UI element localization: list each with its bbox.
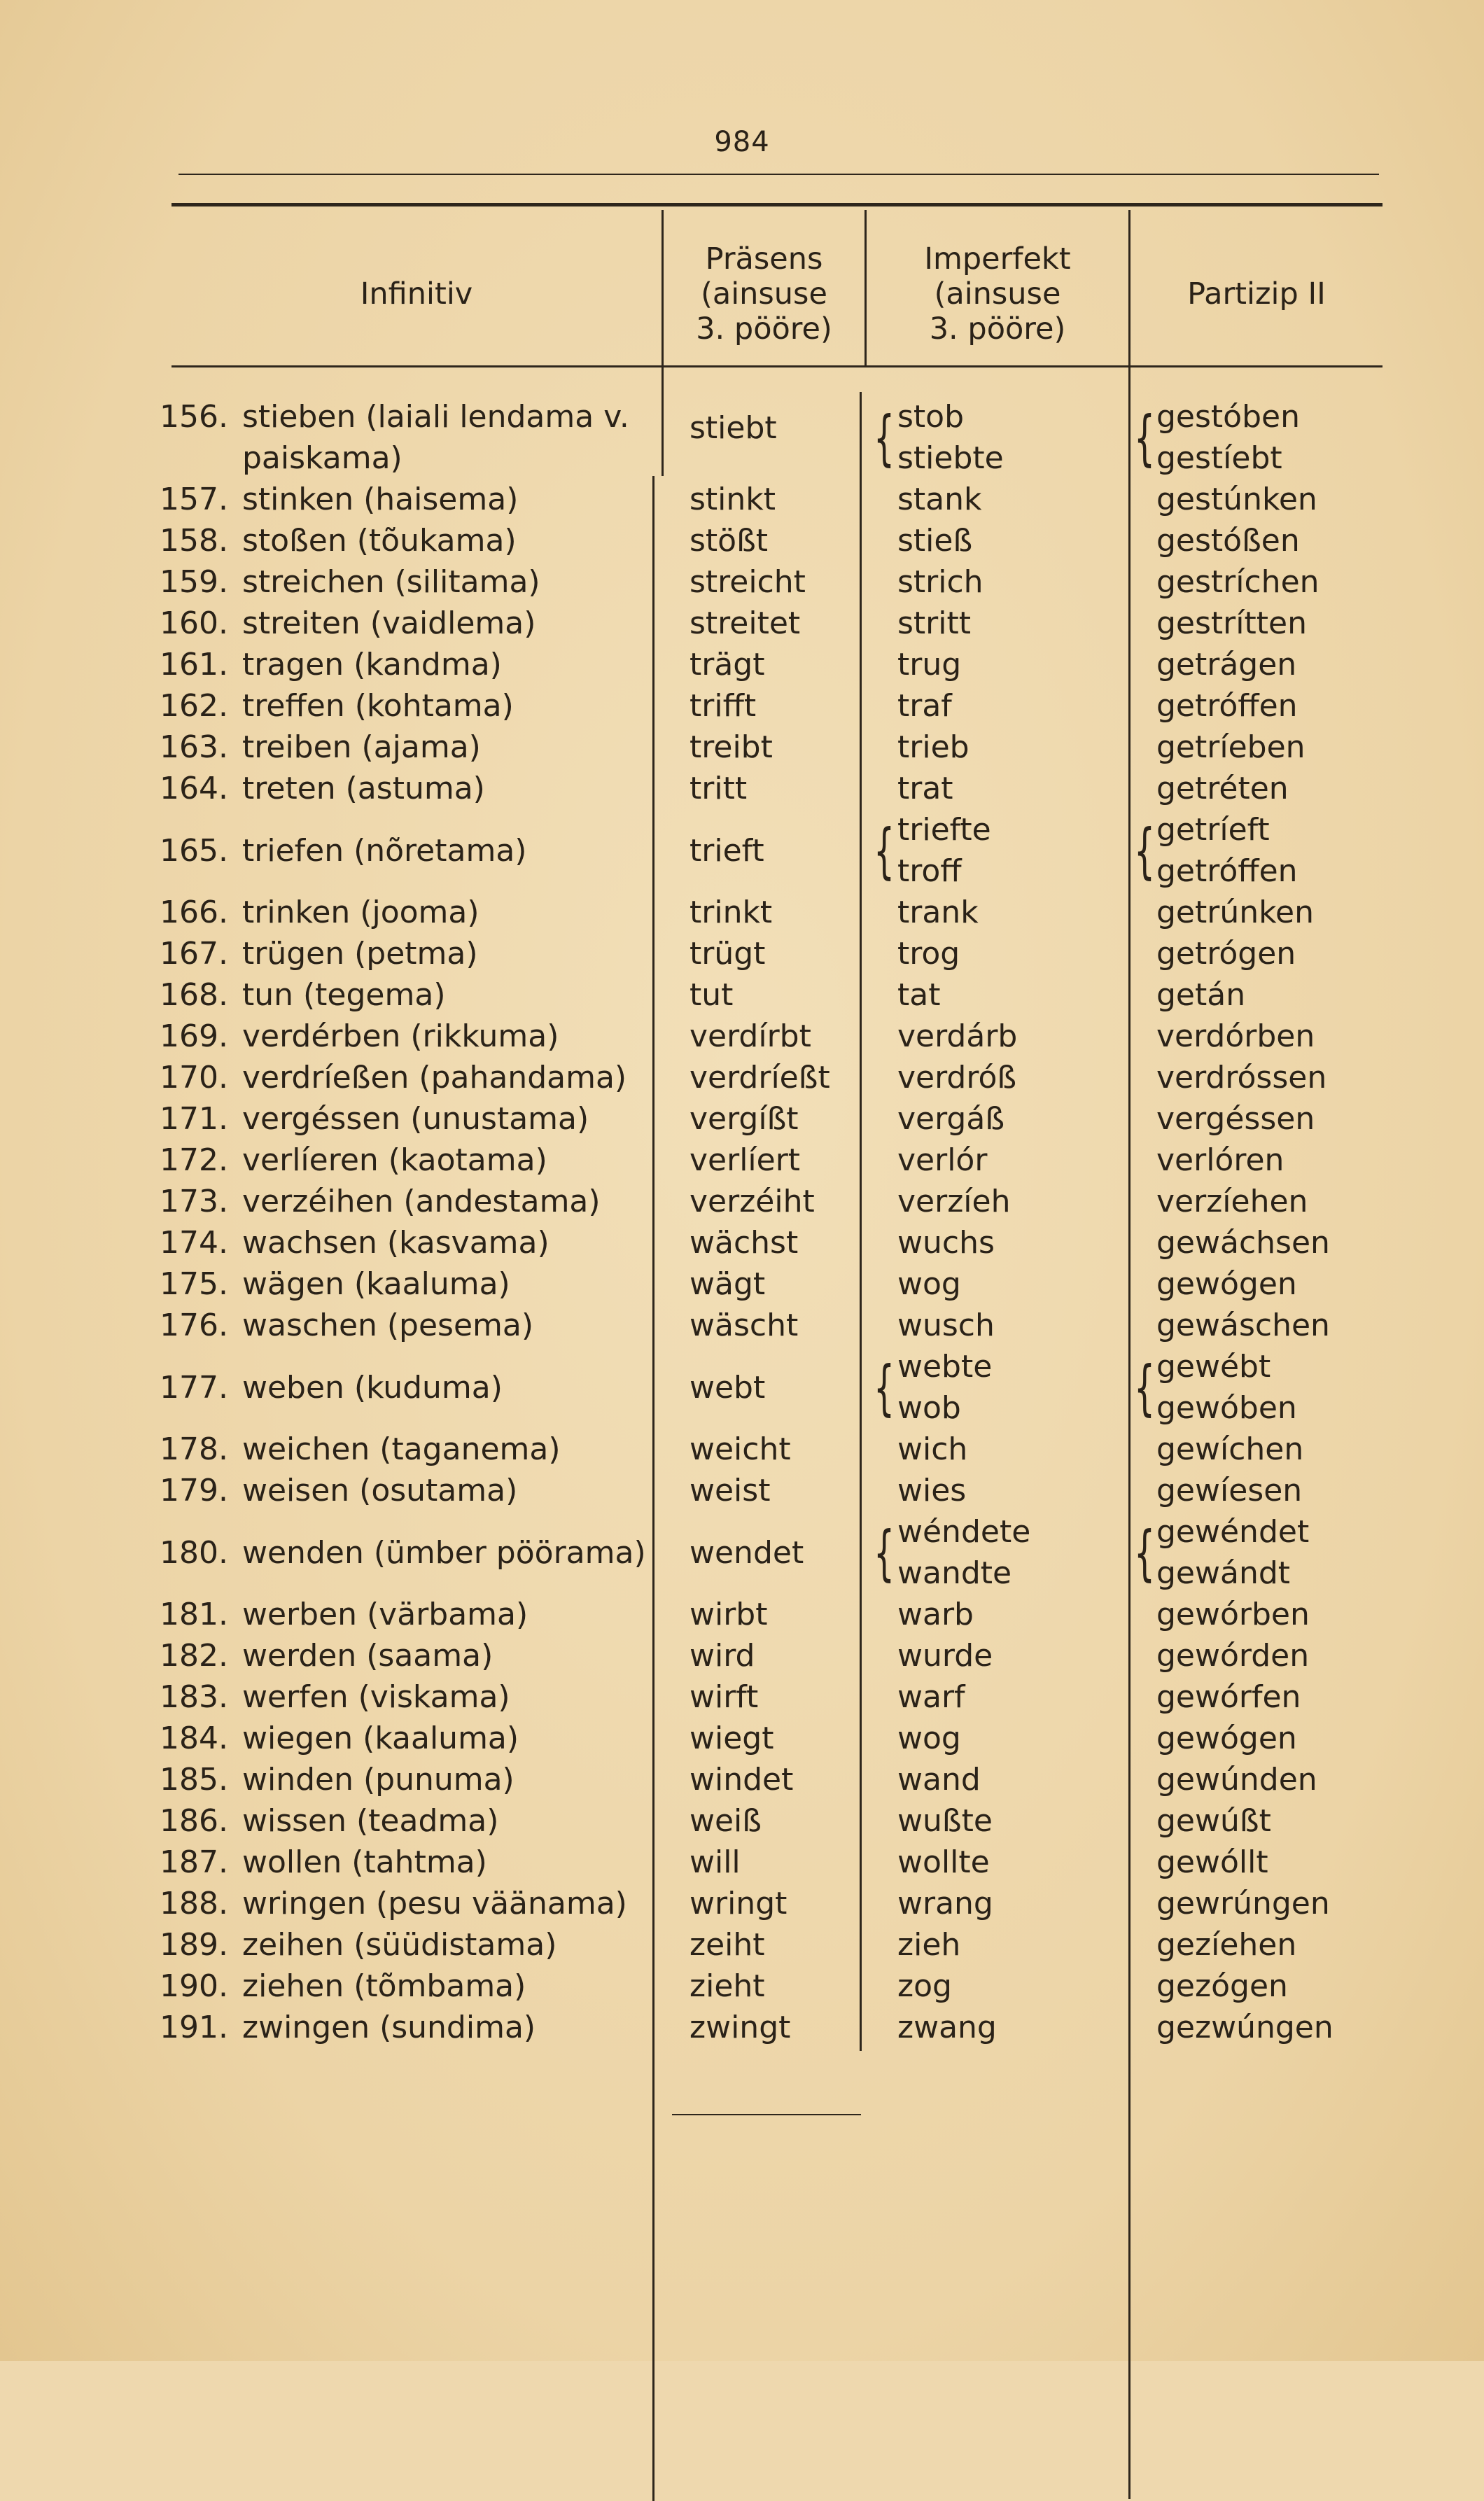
verb-participle: gewáschen — [1156, 1308, 1330, 1343]
verb-present: stinkt — [690, 482, 776, 517]
table-row — [0, 1721, 1484, 1762]
verb-present: wendet — [690, 1534, 804, 1571]
verb-number: 176. — [160, 1308, 228, 1343]
verb-infinitive: werfen (viskama) — [242, 1679, 510, 1715]
verb-infinitive: verdérben (rikkuma) — [242, 1018, 559, 1054]
verb-infinitive: waschen (pesema) — [242, 1308, 534, 1343]
verb-infinitive: wiegen (kaaluma) — [242, 1721, 519, 1756]
verb-infinitive: streiten (vaidlema) — [242, 605, 536, 641]
verb-present: tritt — [690, 771, 748, 806]
verb-infinitive: verlíeren (kaotama) — [242, 1142, 547, 1178]
verb-present: weiß — [690, 1803, 762, 1839]
verb-number: 177. — [160, 1369, 228, 1406]
verb-number: 187. — [160, 1844, 228, 1880]
verb-number: 157. — [160, 482, 228, 517]
verb-imperfect: wéndete — [897, 1514, 1031, 1550]
verb-participle: gestíebt — [1156, 440, 1282, 476]
verb-imperfect: strich — [897, 564, 983, 600]
verb-imperfect: warb — [897, 1597, 974, 1632]
table-row — [0, 1060, 1484, 1101]
table-row — [0, 1514, 1484, 1597]
verb-participle: getríeft — [1156, 812, 1270, 848]
verb-present: stiebt — [690, 409, 777, 446]
verb-number: 183. — [160, 1679, 228, 1715]
verb-infinitive: werden (saama) — [242, 1638, 493, 1674]
table-row — [0, 1349, 1484, 1431]
verb-imperfect: trank — [897, 895, 979, 930]
verb-number: 173. — [160, 1184, 228, 1219]
verb-number: 167. — [160, 936, 228, 972]
verb-infinitive: zwingen (sundima) — [242, 2010, 536, 2045]
verb-participle: getréten — [1156, 771, 1289, 806]
verb-present: windet — [690, 1762, 794, 1798]
verb-participle: gewórfen — [1156, 1679, 1301, 1715]
verb-present: wirbt — [690, 1597, 768, 1632]
verb-infinitive: weisen (osutama) — [242, 1473, 518, 1508]
verb-participle: gewóben — [1156, 1390, 1297, 1426]
verb-imperfect: traf — [897, 688, 952, 724]
verb-present: zieht — [690, 1968, 765, 2004]
verb-participle: getróffen — [1156, 688, 1298, 724]
verb-number: 160. — [160, 605, 228, 641]
table-row — [0, 1844, 1484, 1886]
verb-present: wringt — [690, 1886, 788, 1921]
verb-participle: getrúnken — [1156, 895, 1314, 930]
verb-present: weist — [690, 1473, 771, 1508]
verb-infinitive: stoßen (tõukama) — [242, 523, 517, 559]
brace-glyph: { — [1134, 1353, 1156, 1423]
verb-imperfect: wollte — [897, 1844, 990, 1880]
verb-participle: gewíchen — [1156, 1431, 1304, 1467]
verb-present: will — [690, 1844, 741, 1880]
verb-infinitive: wringen (pesu väänama) — [242, 1886, 627, 1921]
verb-participle: gezógen — [1156, 1968, 1288, 2004]
table-row — [0, 1101, 1484, 1142]
verb-present: stößt — [690, 523, 769, 559]
table-row — [0, 771, 1484, 812]
table-row — [0, 1597, 1484, 1638]
brace-glyph: { — [874, 403, 895, 473]
verb-participle: gestríchen — [1156, 564, 1320, 600]
verb-infinitive: wenden (ümber pöörama) — [242, 1534, 646, 1571]
header-bottom-rule — [172, 365, 1382, 367]
table-row — [0, 1266, 1484, 1308]
verb-number: 168. — [160, 977, 228, 1013]
verb-number: 170. — [160, 1060, 228, 1095]
verb-infinitive: verdríeßen (pahandama) — [242, 1060, 627, 1095]
table-row — [0, 1142, 1484, 1184]
verb-imperfect: zieh — [897, 1927, 961, 1963]
table-row — [0, 564, 1484, 605]
verb-infinitive: trinken (jooma) — [242, 895, 479, 930]
verb-participle: verdórben — [1156, 1018, 1315, 1054]
verb-present: verzéiht — [690, 1184, 815, 1219]
verb-participle: gewórben — [1156, 1597, 1310, 1632]
header-infinitiv-label: Infinitiv — [360, 276, 473, 311]
verb-number: 179. — [160, 1473, 228, 1508]
verb-participle: getróffen — [1156, 853, 1298, 889]
verb-infinitive: wollen (tahtma) — [242, 1844, 487, 1880]
verb-infinitive: streichen (silitama) — [242, 564, 540, 600]
verb-infinitive: weichen (taganema) — [242, 1431, 561, 1467]
verb-imperfect: stank — [897, 482, 982, 517]
verb-imperfect: wand — [897, 1762, 981, 1798]
verb-present: zwingt — [690, 2010, 791, 2045]
verb-present: trügt — [690, 936, 766, 972]
table-row — [0, 977, 1484, 1018]
verb-imperfect: verdróß — [897, 1060, 1017, 1095]
verb-number: 181. — [160, 1597, 228, 1632]
verb-number: 188. — [160, 1886, 228, 1921]
table-row — [0, 399, 1484, 482]
verb-participle: gewúßt — [1156, 1803, 1271, 1839]
verb-present: verlíert — [690, 1142, 801, 1178]
brace-glyph: { — [874, 1518, 895, 1588]
table-row — [0, 729, 1484, 771]
header-imperfekt-line3: 3. pööre) — [929, 311, 1066, 346]
verb-number: 175. — [160, 1266, 228, 1302]
verb-imperfect: zog — [897, 1968, 952, 2004]
verb-number: 184. — [160, 1721, 228, 1756]
verb-present: streitet — [690, 605, 801, 641]
header-prasens — [664, 224, 864, 364]
verb-infinitive: tragen (kandma) — [242, 647, 502, 682]
verb-number: 161. — [160, 647, 228, 682]
verb-imperfect: wies — [897, 1473, 967, 1508]
verb-number: 165. — [160, 832, 228, 869]
verb-imperfect: wandte — [897, 1555, 1012, 1591]
verb-imperfect: stiebte — [897, 440, 1004, 476]
table-row — [0, 1762, 1484, 1803]
table-row — [0, 1638, 1484, 1679]
verb-present: trinkt — [690, 895, 773, 930]
verb-infinitive: wissen (teadma) — [242, 1803, 499, 1839]
verb-number: 189. — [160, 1927, 228, 1963]
verb-present: verdírbt — [690, 1018, 811, 1054]
verb-infinitive: vergéssen (unustama) — [242, 1101, 589, 1137]
verb-imperfect: zwang — [897, 2010, 997, 2045]
brace-glyph: { — [1134, 1518, 1156, 1588]
verb-participle: gestúnken — [1156, 482, 1317, 517]
verb-participle: getrógen — [1156, 936, 1296, 972]
table-row — [0, 1968, 1484, 2010]
verb-imperfect: trat — [897, 771, 953, 806]
verb-present: tut — [690, 977, 734, 1013]
verb-number: 180. — [160, 1534, 228, 1571]
verb-number: 162. — [160, 688, 228, 724]
verb-imperfect: tat — [897, 977, 941, 1013]
verb-participle: gestrítten — [1156, 605, 1307, 641]
verb-number: 182. — [160, 1638, 228, 1674]
verb-present: wird — [690, 1638, 755, 1674]
verb-imperfect: verzíeh — [897, 1184, 1011, 1219]
verb-imperfect: wrang — [897, 1886, 993, 1921]
verb-present: zeiht — [690, 1927, 765, 1963]
verb-present: wägt — [690, 1266, 766, 1302]
verb-present: trieft — [690, 832, 764, 869]
brace-glyph: { — [874, 1353, 895, 1423]
verb-participle: gestóben — [1156, 399, 1300, 435]
verb-participle: verlóren — [1156, 1142, 1284, 1178]
verb-imperfect: webte — [897, 1349, 993, 1385]
table-row — [0, 1803, 1484, 1844]
verb-infinitive: winden (punuma) — [242, 1762, 514, 1798]
table-row — [0, 895, 1484, 936]
verb-imperfect: trog — [897, 936, 960, 972]
verb-infinitive: triefen (nõretama) — [242, 832, 527, 869]
top-rule-thick — [172, 203, 1382, 206]
verb-number: 172. — [160, 1142, 228, 1178]
verb-infinitive: treiben (ajama) — [242, 729, 481, 765]
table-row — [0, 647, 1484, 688]
verb-participle: gewóllt — [1156, 1844, 1268, 1880]
verb-number: 163. — [160, 729, 228, 765]
verb-present: wäscht — [690, 1308, 799, 1343]
verb-number: 178. — [160, 1431, 228, 1467]
verb-imperfect: trug — [897, 647, 962, 682]
verb-imperfect: trieb — [897, 729, 969, 765]
verb-number: 191. — [160, 2010, 228, 2045]
header-partizip-label: Partizip II — [1187, 276, 1326, 311]
verb-number: 164. — [160, 771, 228, 806]
verb-infinitive-continued: paiskama) — [242, 440, 402, 476]
brace-glyph: { — [1134, 816, 1156, 886]
verb-infinitive: stieben (laiali lendama v. — [242, 399, 629, 435]
table-row — [0, 1927, 1484, 1968]
header-imperfekt-line1: Imperfekt — [924, 241, 1071, 276]
top-rule-thin — [178, 174, 1379, 175]
verb-participle: gewórden — [1156, 1638, 1310, 1674]
verb-participle: gewógen — [1156, 1721, 1297, 1756]
verb-imperfect: stob — [897, 399, 965, 435]
verb-infinitive: trügen (petma) — [242, 936, 478, 972]
brace-glyph: { — [1134, 403, 1156, 473]
verb-number: 185. — [160, 1762, 228, 1798]
verb-imperfect: wußte — [897, 1803, 993, 1839]
verb-infinitive: weben (kuduma) — [242, 1369, 503, 1406]
verb-imperfect: wog — [897, 1266, 961, 1302]
verb-participle: gewrúngen — [1156, 1886, 1330, 1921]
verb-infinitive: treffen (kohtama) — [242, 688, 514, 724]
bottom-rule — [672, 2114, 861, 2115]
verb-participle: gewándt — [1156, 1555, 1291, 1591]
verb-present: treibt — [690, 729, 773, 765]
verb-infinitive: ziehen (tõmbama) — [242, 1968, 526, 2004]
verb-imperfect: verdárb — [897, 1018, 1018, 1054]
table-row — [0, 1308, 1484, 1349]
verb-present: trifft — [690, 688, 757, 724]
table-row — [0, 482, 1484, 523]
table-row — [0, 1018, 1484, 1060]
verb-number: 186. — [160, 1803, 228, 1839]
verb-present: streicht — [690, 564, 806, 600]
verb-participle: gewébt — [1156, 1349, 1271, 1385]
table-row — [0, 812, 1484, 895]
verb-participle: gestóßen — [1156, 523, 1300, 559]
verb-imperfect: triefte — [897, 812, 991, 848]
header-prasens-line3: 3. pööre) — [696, 311, 832, 346]
verb-number: 169. — [160, 1018, 228, 1054]
verb-imperfect: wich — [897, 1431, 968, 1467]
verb-participle: verdróssen — [1156, 1060, 1327, 1095]
verb-present: weicht — [690, 1431, 791, 1467]
header-imperfekt-line2: (ainsuse — [934, 276, 1061, 311]
verb-infinitive: verzéihen (andestama) — [242, 1184, 601, 1219]
table-row — [0, 1431, 1484, 1473]
verb-imperfect: stieß — [897, 523, 973, 559]
verb-imperfect: wog — [897, 1721, 961, 1756]
verb-participle: gezwúngen — [1156, 2010, 1334, 2045]
verb-number: 171. — [160, 1101, 228, 1137]
verb-imperfect: verlór — [897, 1142, 988, 1178]
verb-number: 158. — [160, 523, 228, 559]
verb-imperfect: stritt — [897, 605, 971, 641]
verb-imperfect: wuchs — [897, 1225, 995, 1261]
verb-present: vergíßt — [690, 1101, 799, 1137]
page-number: 984 — [714, 126, 770, 158]
verb-number: 166. — [160, 895, 228, 930]
verb-present: wächst — [690, 1225, 799, 1261]
verb-participle: verzíehen — [1156, 1184, 1308, 1219]
verb-present: verdríeßt — [690, 1060, 830, 1095]
table-row — [0, 1225, 1484, 1266]
table-row — [0, 1473, 1484, 1514]
verb-participle: gewúnden — [1156, 1762, 1317, 1798]
verb-infinitive: wachsen (kasvama) — [242, 1225, 550, 1261]
verb-number: 174. — [160, 1225, 228, 1261]
verb-present: trägt — [690, 647, 765, 682]
verb-present: wiegt — [690, 1721, 774, 1756]
table-row — [0, 523, 1484, 564]
verb-number: 159. — [160, 564, 228, 600]
table-row — [0, 1184, 1484, 1225]
verb-participle: gewíesen — [1156, 1473, 1303, 1508]
verb-infinitive: stinken (haisema) — [242, 482, 519, 517]
verb-imperfect: warf — [897, 1679, 965, 1715]
verb-imperfect: troff — [897, 853, 962, 889]
verb-infinitive: treten (astuma) — [242, 771, 485, 806]
table-row — [0, 1886, 1484, 1927]
verb-imperfect: wob — [897, 1390, 961, 1426]
verb-infinitive: zeihen (süüdistama) — [242, 1927, 557, 1963]
verb-participle: gewáchsen — [1156, 1225, 1330, 1261]
verb-participle: getríeben — [1156, 729, 1306, 765]
verb-infinitive: werben (värbama) — [242, 1597, 528, 1632]
verb-participle: vergéssen — [1156, 1101, 1315, 1137]
table-row — [0, 936, 1484, 977]
verb-imperfect: vergáß — [897, 1101, 1005, 1137]
header-partizip — [1130, 224, 1382, 364]
verb-participle: gewógen — [1156, 1266, 1297, 1302]
header-prasens-line1: Präsens — [705, 241, 823, 276]
verb-present: webt — [690, 1369, 766, 1406]
verb-participle: gewéndet — [1156, 1514, 1310, 1550]
table-row — [0, 2010, 1484, 2051]
brace-glyph: { — [874, 816, 895, 886]
verb-number: 156. — [160, 399, 228, 435]
header-infinitiv — [172, 224, 662, 364]
verb-number: 190. — [160, 1968, 228, 2004]
verb-present: wirft — [690, 1679, 759, 1715]
verb-imperfect: wurde — [897, 1638, 993, 1674]
verb-imperfect: wusch — [897, 1308, 995, 1343]
table-row — [0, 688, 1484, 729]
verb-participle: gezíehen — [1156, 1927, 1297, 1963]
header-imperfekt — [867, 224, 1128, 364]
header-prasens-line2: (ainsuse — [701, 276, 827, 311]
verb-participle: getrágen — [1156, 647, 1297, 682]
table-row — [0, 605, 1484, 647]
table-row — [0, 1679, 1484, 1721]
verb-infinitive: wägen (kaaluma) — [242, 1266, 510, 1302]
verb-participle: getán — [1156, 977, 1246, 1013]
verb-infinitive: tun (tegema) — [242, 977, 446, 1013]
